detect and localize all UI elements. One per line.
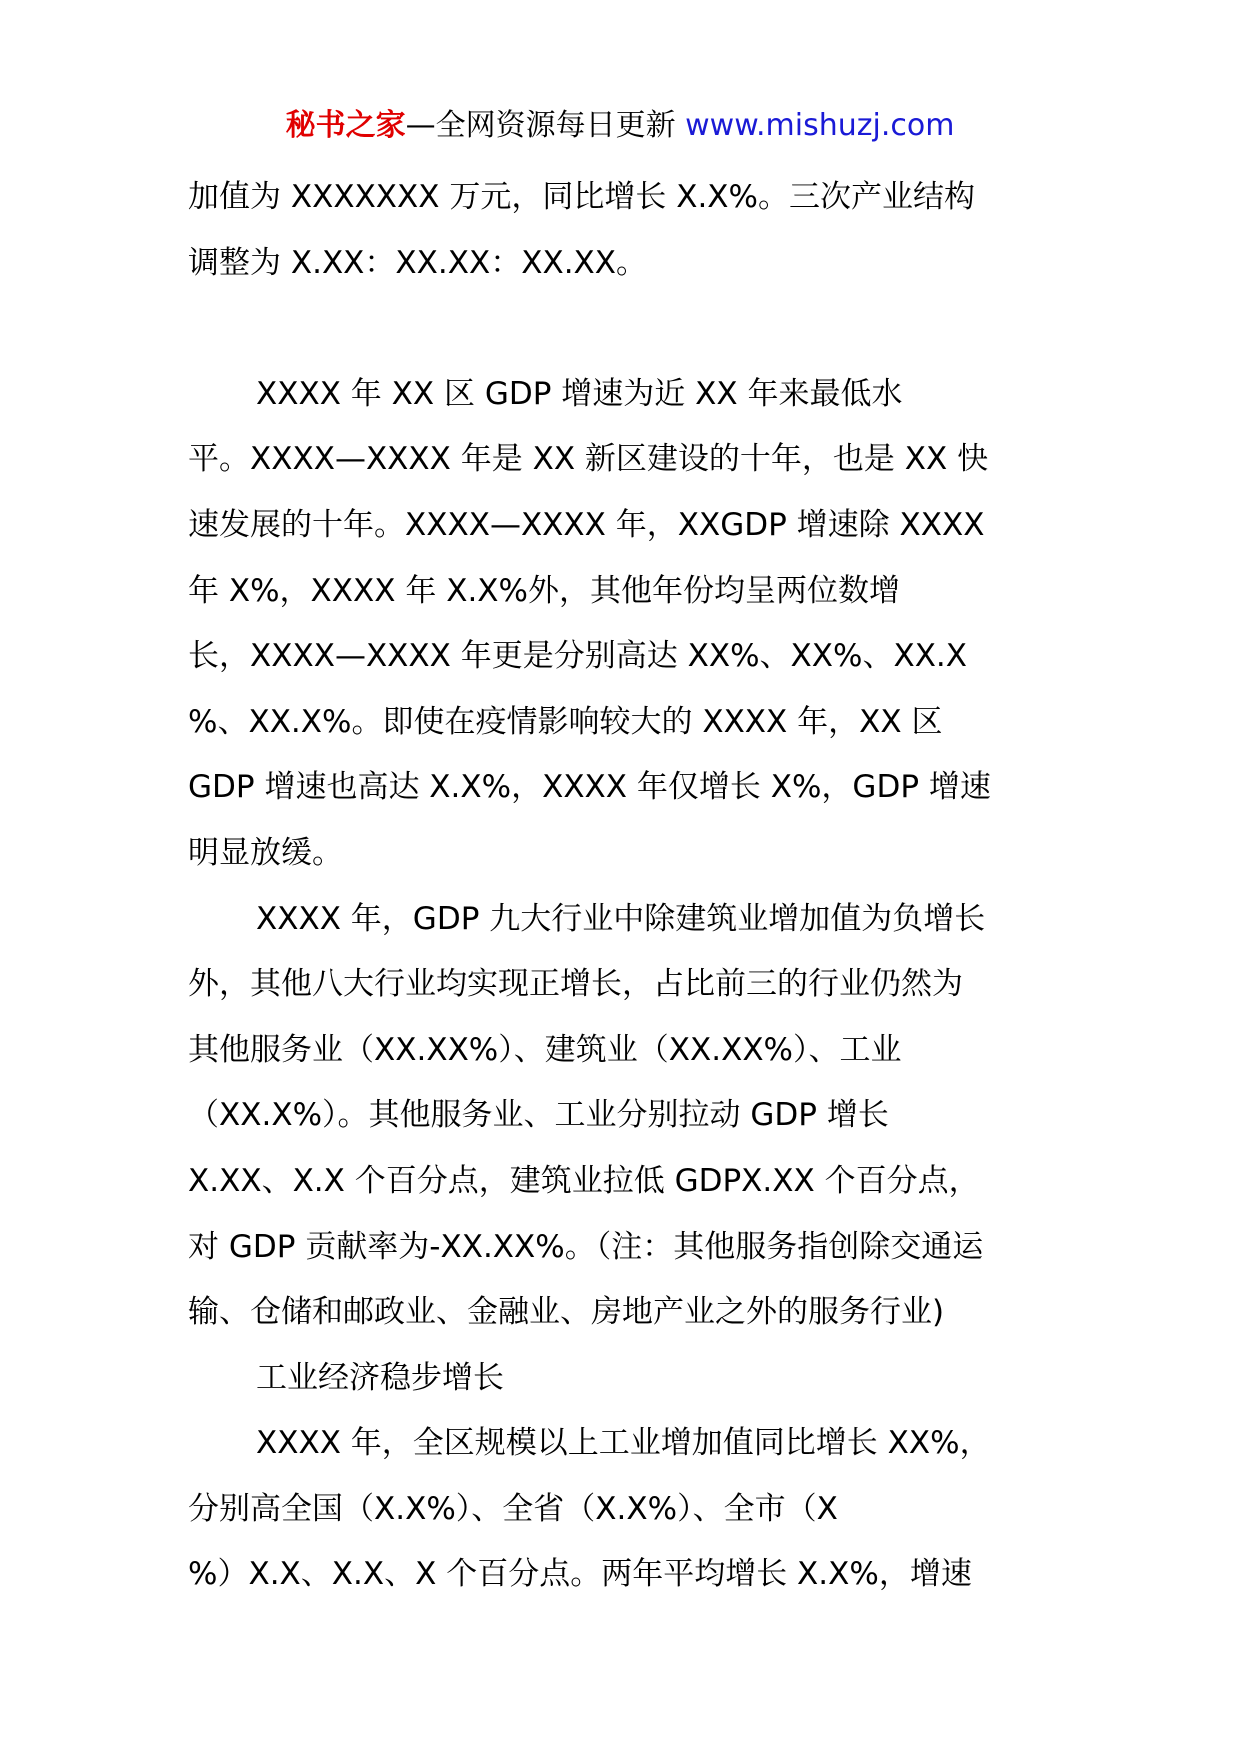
- text-line: XXXX 年，GDP 九大行业中除建筑业增加值为负增长: [256, 900, 986, 937]
- document-body: [188, 165, 1068, 1608]
- site-header: [0, 104, 1240, 148]
- text-line: GDP 增速也高达 X.X%，XXXX 年仅增长 X%，GDP 增速: [188, 769, 991, 806]
- text-line: 加值为 XXXXXXX 万元，同比增长 X.X%。三次产业结构: [188, 179, 976, 215]
- paragraph-industrial-growth: [188, 1411, 1068, 1608]
- text-line: X.XX、X.X 个百分点，建筑业拉低 GDPX.XX 个百分点，: [188, 1162, 980, 1199]
- text-line: 分别高全国（X.X%）、全省（X.X%）、全市（X: [188, 1490, 838, 1527]
- text-line: 对 GDP 贡献率为-XX.XX%。（注：其他服务指创除交通运: [188, 1228, 984, 1265]
- text-line: %、XX.X%。即使在疫情影响较大的 XXXX 年，XX 区: [188, 703, 943, 740]
- section-heading-industrial-economy: [188, 1346, 1068, 1412]
- text-line: XXXX 年 XX 区 GDP 增速为近 XX 年来最低水: [256, 375, 903, 412]
- site-url-link[interactable]: www.mishuzj.com: [685, 108, 955, 143]
- paragraph-gdp-growth: [188, 362, 1068, 887]
- text-line: 输、仓储和邮政业、金融业、房地产业之外的服务行业): [188, 1294, 945, 1331]
- text-line: 调整为 X.XX：XX.XX：XX.XX。: [188, 244, 648, 281]
- text-line: 外，其他八大行业均实现正增长，占比前三的行业仍然为: [188, 966, 963, 1003]
- text-line: （XX.X%）。其他服务业、工业分别拉动 GDP 增长: [188, 1097, 889, 1134]
- text-line: 速发展的十年。XXXX—XXXX 年，XXGDP 增速除 XXXX: [188, 506, 985, 543]
- text-line: %）X.X、X.X、X 个百分点。两年平均增长 X.X%，增速: [188, 1556, 972, 1593]
- text-line: 平。XXXX—XXXX 年是 XX 新区建设的十年，也是 XX 快: [188, 441, 989, 478]
- text-line: 其他服务业（XX.XX%）、建筑业（XX.XX%）、工业: [188, 1031, 902, 1068]
- text-line: 年 X%，XXXX 年 X.X%外，其他年份均呈两位数增: [188, 572, 900, 609]
- brand-name: 秘书之家: [285, 108, 406, 143]
- paragraph-gdp-structure: [188, 165, 1068, 296]
- text-line: 明显放缓。: [188, 834, 343, 871]
- text-line: 长，XXXX—XXXX 年更是分别高达 XX%、XX%、XX.X: [188, 638, 968, 675]
- section-heading: 工业经济稳步增长: [256, 1359, 504, 1396]
- text-line: XXXX 年，全区规模以上工业增加值同比增长 XX%，: [256, 1425, 991, 1462]
- paragraph-industries: [188, 887, 1068, 1346]
- paragraph-gap: [188, 296, 1068, 362]
- header-slogan: —全网资源每日更新: [405, 108, 686, 143]
